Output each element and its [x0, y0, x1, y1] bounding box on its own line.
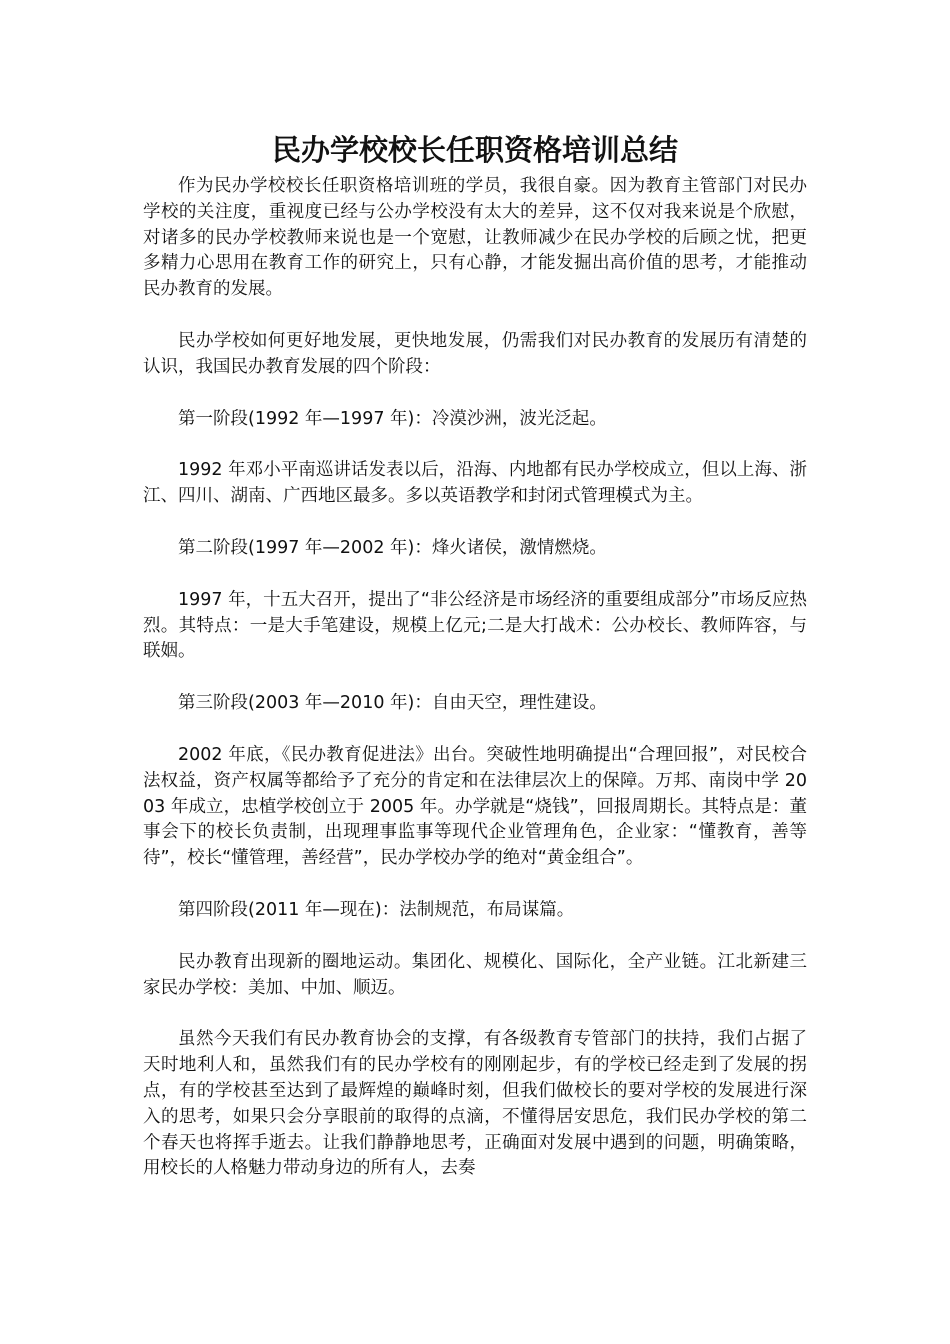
stage-3-heading: 第三阶段(2003 年—2010 年)：自由天空，理性建设。	[178, 693, 607, 714]
paragraph-stages-intro: 民办学校如何更好地发展，更快地发展，仍需我们对民办教育的发展历有清楚的认识，我国民办教育发展的四个阶段：	[143, 330, 807, 377]
stage-2-text: 1997 年，十五大召开，提出了“非公经济是市场经济的重要组成部分”市场反应热烈。其特点：一是大手笔建设，规模上亿元;二是大打战术：公办校长、教师阵容，与联姻。	[143, 589, 807, 662]
stage-1-text: 1992 年邓小平南巡讲话发表以后，沿海、内地都有民办学校成立，但以上海、浙江、四川、湖南、广西地区最多。多以英语教学和封闭式管理模式为主。	[143, 460, 807, 507]
stage-1-heading: 第一阶段(1992 年—1997 年)：冷漠沙洲，波光泛起。	[178, 408, 607, 429]
stage-4-heading: 第四阶段(2011 年—现在)：法制规范，布局谋篇。	[178, 899, 575, 920]
document-title: 民办学校校长任职资格培训总结	[271, 133, 678, 167]
paragraph-intro: 作为民办学校校长任职资格培训班的学员，我很自豪。因为教育主管部门对民办学校的关注度，重视度已经与公办学校没有太大的差异，这不仅对我来说是个欣慰，对诸多的民办学校教师来说也是一个宽慰，让教师减少在民办学校的后顾之忧，把更多精力心思用在教育工作的研究上，只有心静，才能发掘出高价值的思考，才能推动民办教育的发展。	[143, 176, 807, 300]
stage-3-text: 2002 年底，《民办教育促进法》出台。突破性地明确提出“合理回报”，对民校合法权益，资产权属等都给予了充分的肯定和在法律层次上的保障。万邦、南岗中学 2003 年成立，忠植学校创立于 2005 年。办学就是“烧钱”，回报周期长。其特点是：董事会下的校长负责制，出现理事监事等现代企业管理角色，企业家：“懂教育，善等待”，校长“懂管理，善经营”，民办学校办学的绝对“黄金组合”。	[143, 744, 807, 869]
stage-2-heading: 第二阶段(1997 年—2002 年)：烽火诸侯，激情燃烧。	[178, 537, 607, 558]
paragraph-reflection: 虽然今天我们有民办教育协会的支撑，有各级教育专管部门的扶持，我们占据了天时地利人和，虽然我们有的民办学校有的刚刚起步，有的学校已经走到了发展的拐点，有的学校甚至达到了最辉煌的巅峰时刻，但我们做校长的要对学校的发展进行深入的思考，如果只会分享眼前的取得的点滴，不懂得居安思危，我们民办学校的第二个春天也将挥手逝去。让我们静静地思考，正确面对发展中遇到的问题，明确策略，用校长的人格魅力带动身边的所有人，去奏	[143, 1029, 807, 1179]
document-body	[143, 174, 807, 1208]
stage-4-text: 民办教育出现新的圈地运动。集团化、规模化、国际化，全产业链。江北新建三家民办学校：美加、中加、顺迈。	[143, 951, 807, 998]
